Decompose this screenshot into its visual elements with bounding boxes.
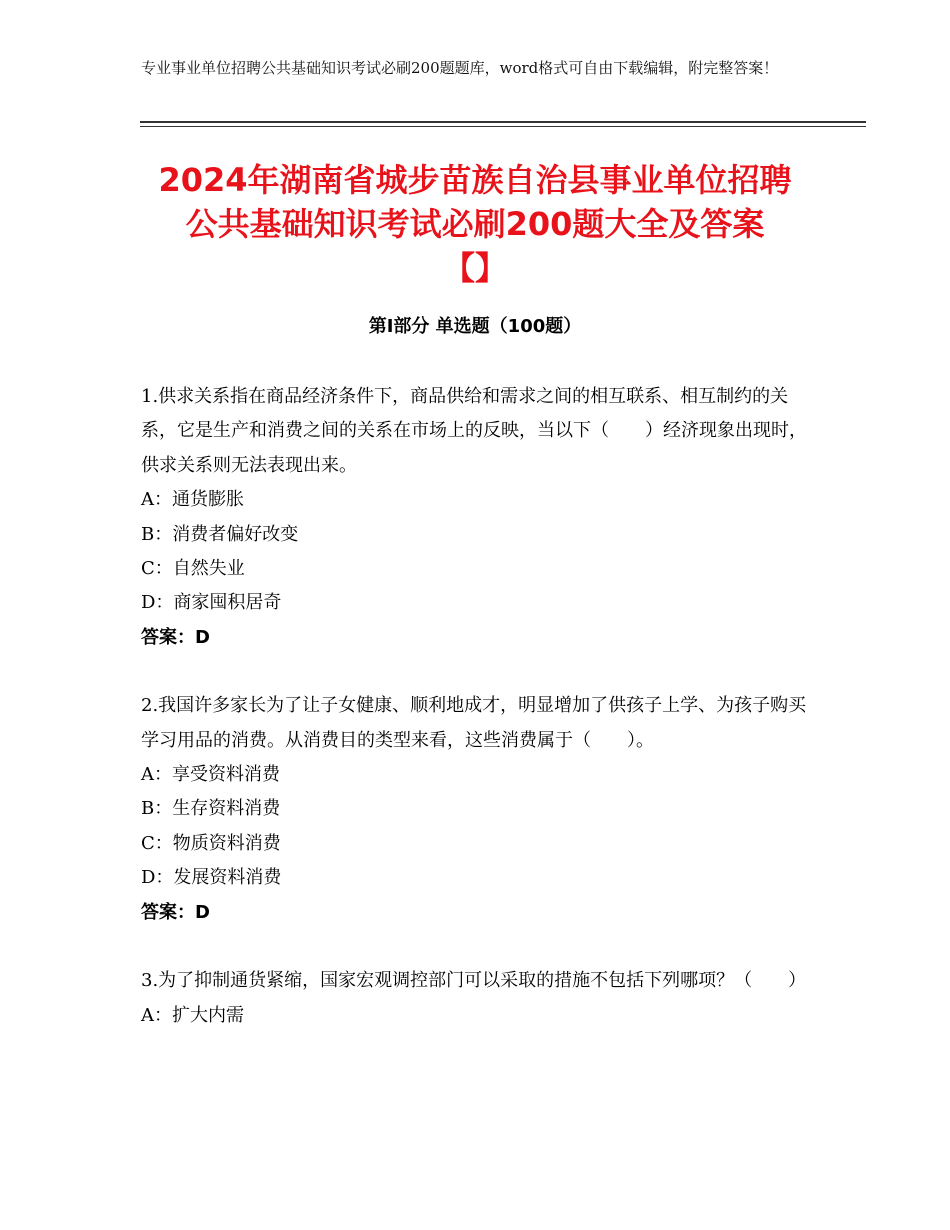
question-item (141, 689, 821, 930)
option-d: D：发展资料消费 (141, 867, 282, 889)
title-line: 【】 (442, 249, 507, 287)
title-line: 2024年湖南省城步苗族自治县事业单位招聘 (158, 161, 792, 199)
header-divider-thick (140, 121, 866, 123)
option-c: C：自然失业 (141, 558, 245, 580)
question-stem: 2.我国许多家长为了让子女健康、顺利地成才，明显增加了供孩子上学、为孩子购买学习用品的消费。从消费目的类型来看，这些消费属于（ ）。 (141, 695, 807, 751)
answer-line: 答案：D (141, 626, 210, 648)
question-list (141, 380, 821, 1067)
option-a: A：扩大内需 (141, 1004, 244, 1026)
title-line: 公共基础知识考试必刷200题大全及答案 (185, 205, 765, 243)
answer-line: 答案：D (141, 901, 210, 923)
question-stem: 3.为了抑制通货紧缩，国家宏观调控部门可以采取的措施不包括下列哪项？（ ） (141, 970, 807, 992)
section-heading: 第I部分 单选题（100题） (368, 316, 582, 337)
question-stem: 1.供求关系指在商品经济条件下，商品供给和需求之间的相互联系、相互制约的关系，它是生产和消费之间的关系在市场上的反映，当以下（ ）经济现象出现时，供求关系则无法表现出来。 (141, 386, 807, 476)
header-note: 专业事业单位招聘公共基础知识考试必刷200题题库，word格式可自由下载编辑，附完整答案！ (141, 59, 779, 77)
document-title (100, 158, 850, 290)
header-divider-thin (140, 126, 866, 127)
question-item (141, 964, 821, 1033)
option-c: C：物质资料消费 (141, 832, 281, 854)
option-b: B：生存资料消费 (141, 798, 281, 820)
option-a: A：通货膨胀 (141, 489, 244, 511)
option-b: B：消费者偏好改变 (141, 523, 299, 545)
question-item (141, 380, 821, 655)
option-a: A：享受资料消费 (141, 764, 280, 786)
option-d: D：商家囤积居奇 (141, 592, 282, 614)
